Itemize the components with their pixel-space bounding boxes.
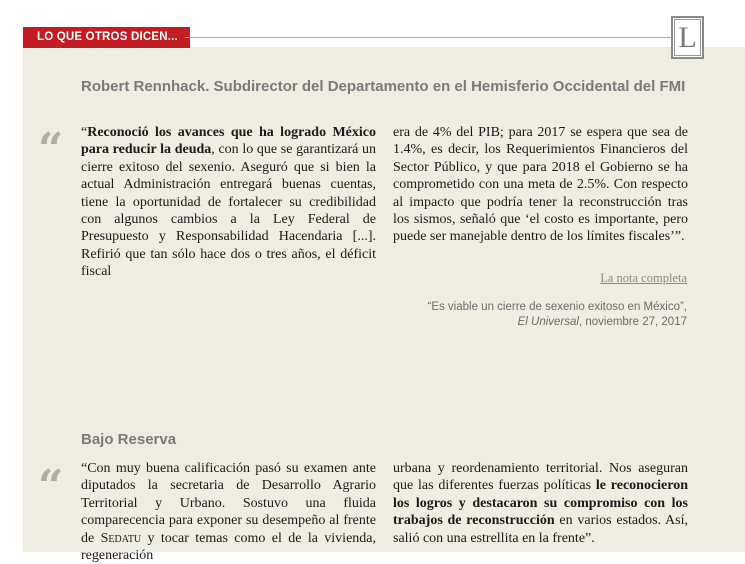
source-citation [427,315,687,330]
quote-text: , con lo que se garantizará un cierre exitoso del sexenio. Aseguró que si bien la actual Administración entregará buenas cuentas, tiene la oportunidad de fortalecer su credibilidad con algunos cambios a la Ley Federal de Presupuesto y Responsabilidad Hacendaria [...]. Refirió que tan sólo hace dos o tres años, el déficit fiscal [81,142,376,280]
quote-column-1 [81,460,376,564]
section-tag: LO QUE OTROS DICEN... [23,27,190,48]
section-title-bajo-reserva: Bajo Reserva [81,431,177,448]
quote-column-2: era de 4% del PIB; para 2017 se espera que sea de 1.4%, es decir, los Requerimientos Financieros del Sector Público, y que para 2018 el Gobierno se ha comprometido con una meta de 2.5%. Con respecto al impacto que podría tener la reconstrucción tras los sismos, señaló que ‘el costo es importante, pero puede ser manejable dentro de los límites fiscales’”. [393,125,688,245]
agency-acronym: Sedatu [100,530,142,546]
section-title-rennhack: Robert Rennhack. Subdirector del Departamento en el Hemisferio Occidental del FMI [81,78,686,95]
header-divider [185,37,671,38]
quote-highlight: le reconocieron los logros y destacaron su compromiso con los trabajos de reconstrucción [393,478,689,529]
source-headline: “Es viable un cierre de sexenio exitoso en México”, [427,301,687,313]
logo-letter: L [674,19,701,56]
quote-text-a: urbana y reordenamiento territorial. Nos aseguran que las diferentes fuerzas políticas [393,461,688,494]
quote-column-1 [81,124,376,281]
quote-mark-icon: “ [38,461,64,512]
publication-logo [671,16,704,59]
quote-highlight: Reconoció los avances que ha logrado México para reducir la deuda [81,125,376,158]
source-publication: El Universal [517,315,579,328]
quote-open: “ [81,125,88,140]
quote-text-a: “Con muy buena calificación pasó su examen ante diputados la secretaria de Desarrollo Agrario Territorial y Urbano. Sostuvo una fluida comparecencia para exponer su desempeño al frente de [81,461,376,546]
quote-mark-icon: “ [38,124,64,175]
quote-text-b: en varios estados. Así, salió con una estrellita en la frente”. [393,513,688,546]
quote-column-2 [393,460,688,547]
article-source [427,300,687,329]
full-article-link[interactable]: La nota completa [600,271,687,285]
quote-text-b: y tocar temas como el de la vivienda, regeneración [81,530,376,564]
source-date: , noviembre 27, 2017 [578,315,687,328]
